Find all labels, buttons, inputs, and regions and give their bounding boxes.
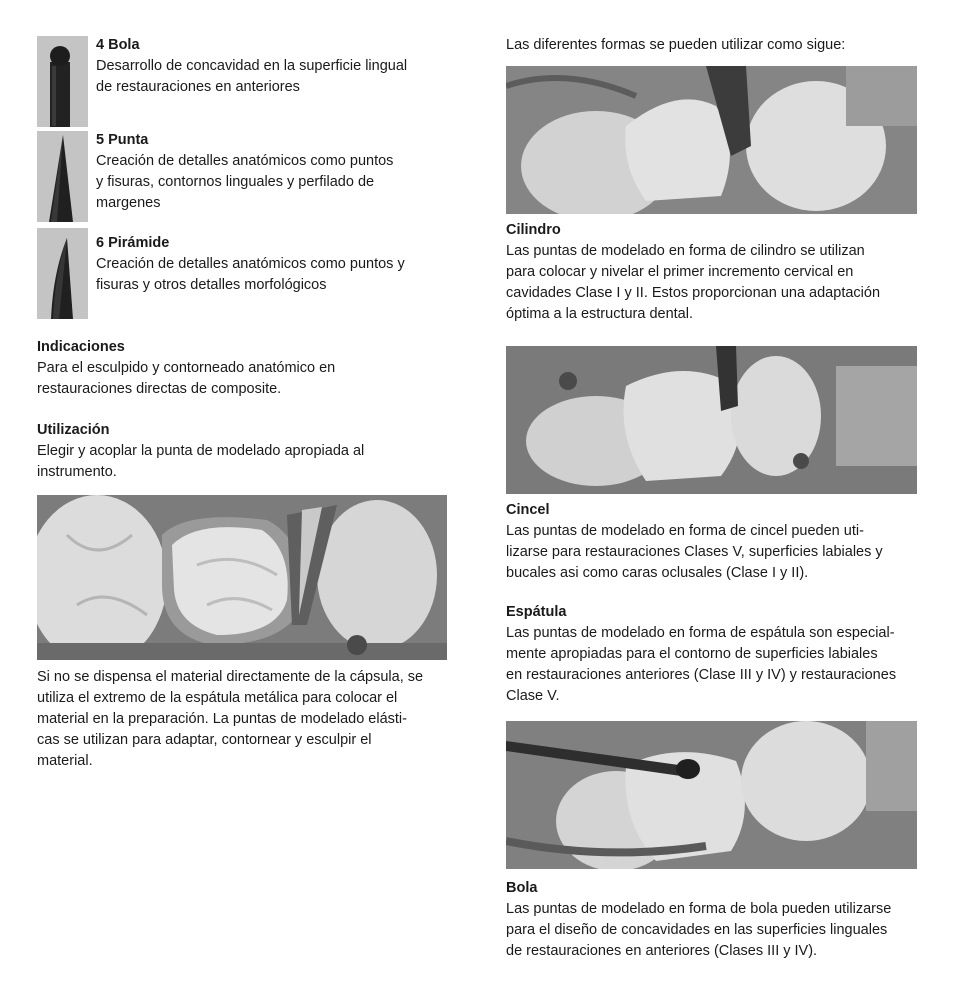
tip-5-text bbox=[96, 130, 476, 214]
utilizacion-line-1: Elegir y acoplar la punta de modelado apropiada al bbox=[37, 443, 365, 459]
indicaciones-section bbox=[37, 337, 467, 400]
cincel-line-2: lizarse para restauraciones Clases V, superficies labiales y bbox=[506, 544, 883, 560]
bola-section bbox=[506, 878, 926, 962]
intro-text: Las diferentes formas se pueden utilizar como sigue: bbox=[506, 37, 846, 53]
dental-photo-cylinder bbox=[506, 66, 917, 214]
bola-line-1: Las puntas de modelado en forma de bola pueden utilizarse bbox=[506, 901, 892, 917]
dental-photo-spatula bbox=[37, 495, 447, 660]
left-paragraph bbox=[37, 667, 467, 772]
dental-photo-ball bbox=[506, 721, 917, 869]
tip-6-line-1: Creación de detalles anatómicos como puntos y bbox=[96, 256, 405, 272]
utilizacion-section bbox=[37, 420, 467, 483]
tip-4-line-1: Desarrollo de concavidad en la superficie lingual bbox=[96, 58, 408, 74]
tip-5-line-3: margenes bbox=[96, 195, 161, 211]
indicaciones-line-1: Para el esculpido y contorneado anatómico en bbox=[37, 360, 336, 376]
espatula-section bbox=[506, 602, 926, 707]
espatula-line-3: en restauraciones anteriores (Clase III y IV) y restauraciones bbox=[506, 667, 897, 683]
tip-5-line-1: Creación de detalles anatómicos como puntos bbox=[96, 153, 394, 169]
tip-4-text bbox=[96, 35, 476, 98]
pyramid-tip-icon bbox=[37, 228, 88, 319]
cincel-title: Cincel bbox=[506, 502, 550, 518]
paragraph-line-2: utiliza el extremo de la espátula metálica para colocar el bbox=[37, 690, 398, 706]
paragraph-line-5: material. bbox=[37, 753, 93, 769]
ball-tip-icon bbox=[37, 36, 88, 127]
cilindro-line-4: óptima a la estructura dental. bbox=[506, 306, 693, 322]
cincel-line-3: bucales asi como caras oclusales (Clase I y II). bbox=[506, 565, 809, 581]
cilindro-line-2: para colocar y nivelar el primer incremento cervical en bbox=[506, 264, 854, 280]
tip-6-line-2: fisuras y otros detalles morfológicos bbox=[96, 277, 327, 293]
cilindro-line-3: cavidades Clase I y II. Estos proporcionan una adaptación bbox=[506, 285, 881, 301]
paragraph-line-3: material en la preparación. La puntas de modelado elásti- bbox=[37, 711, 407, 727]
paragraph-line-1: Si no se dispensa el material directamente de la cápsula, se bbox=[37, 669, 424, 685]
cilindro-line-1: Las puntas de modelado en forma de cilindro se utilizan bbox=[506, 243, 865, 259]
bola-line-3: de restauraciones en anteriores (Clases III y IV). bbox=[506, 943, 818, 959]
cincel-section bbox=[506, 500, 926, 584]
utilizacion-line-2: instrumento. bbox=[37, 464, 117, 480]
tip-5-line-2: y fisuras, contornos linguales y perfilado de bbox=[96, 174, 375, 190]
point-tip-icon bbox=[37, 131, 88, 222]
cilindro-section bbox=[506, 220, 926, 325]
tip-4-line-2: de restauraciones en anteriores bbox=[96, 79, 300, 95]
cincel-line-1: Las puntas de modelado en forma de cincel pueden uti- bbox=[506, 523, 864, 539]
espatula-line-2: mente apropiadas para el contorno de superficies labiales bbox=[506, 646, 878, 662]
paragraph-line-4: cas se utilizan para adaptar, contornear y esculpir el bbox=[37, 732, 372, 748]
utilizacion-title: Utilización bbox=[37, 422, 110, 438]
indicaciones-line-2: restauraciones directas de composite. bbox=[37, 381, 282, 397]
tip-5-title: 5 Punta bbox=[96, 132, 149, 148]
tip-6-title: 6 Pirámide bbox=[96, 235, 170, 251]
bola-line-2: para el diseño de concavidades en las superficies linguales bbox=[506, 922, 888, 938]
espatula-title: Espátula bbox=[506, 604, 567, 620]
espatula-line-1: Las puntas de modelado en forma de espátula son especial- bbox=[506, 625, 895, 641]
tip-6-text bbox=[96, 233, 476, 296]
espatula-line-4: Clase V. bbox=[506, 688, 560, 704]
tip-4-title: 4 Bola bbox=[96, 37, 140, 53]
cilindro-title: Cilindro bbox=[506, 222, 561, 238]
bola-title: Bola bbox=[506, 880, 538, 896]
dental-photo-chisel bbox=[506, 346, 917, 494]
indicaciones-title: Indicaciones bbox=[37, 339, 125, 355]
